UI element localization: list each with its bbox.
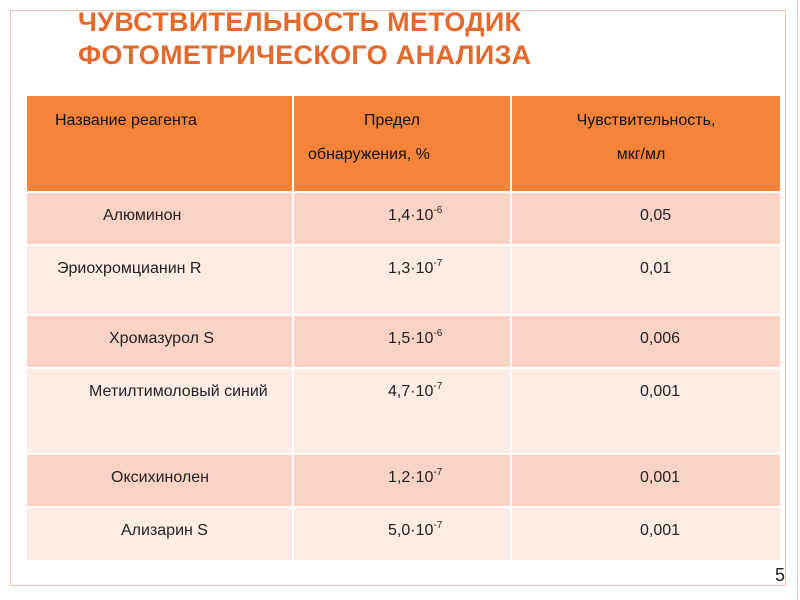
table-row [27, 192, 780, 245]
cell-detection-limit [293, 192, 511, 245]
header-sensitivity-line1: Чувствительность, [576, 112, 716, 129]
limit-mantissa: 1,5·10 [388, 330, 434, 347]
cell-reagent-name: Оксихинолен [27, 454, 293, 507]
header-detection-limit-line2: обнаружения, % [308, 146, 430, 163]
header-sensitivity-line2: мкг/мл [616, 146, 666, 163]
limit-exponent: -6 [433, 205, 443, 216]
limit-exponent: -6 [433, 328, 443, 339]
slide-title [78, 6, 718, 72]
table-row [27, 315, 780, 368]
table-row [27, 245, 780, 315]
table-row [27, 507, 780, 561]
cell-detection-limit [293, 507, 511, 561]
cell-sensitivity: 0,01 [511, 245, 780, 315]
cell-reagent-name: Алюминон [27, 192, 293, 245]
slide-border-right [797, 0, 798, 600]
header-sensitivity [511, 96, 780, 192]
cell-sensitivity: 0,05 [511, 192, 780, 245]
sensitivity-table [27, 96, 780, 562]
cell-sensitivity: 0,001 [511, 368, 780, 454]
cell-detection-limit [293, 315, 511, 368]
cell-detection-limit [293, 368, 511, 454]
limit-mantissa: 5,0·10 [388, 522, 434, 539]
cell-reagent-name: Ализарин S [27, 507, 293, 561]
cell-detection-limit [293, 245, 511, 315]
cell-reagent-name: Эриохромцианин R [27, 245, 293, 315]
limit-mantissa: 1,4·10 [388, 207, 434, 224]
title-line-2: ФОТОМЕТРИЧЕСКОГО АНАЛИЗА [78, 40, 532, 70]
cell-sensitivity: 0,006 [511, 315, 780, 368]
cell-sensitivity: 0,001 [511, 507, 780, 561]
table-body [27, 192, 780, 561]
page-number: 5 [775, 565, 786, 585]
limit-mantissa: 4,7·10 [388, 383, 434, 400]
header-reagent-name-text: Название реагента [55, 112, 197, 129]
header-reagent-name [27, 96, 293, 192]
header-detection-limit [293, 96, 511, 192]
limit-exponent: -7 [433, 520, 443, 531]
limit-exponent: -7 [433, 258, 443, 269]
table-row [27, 368, 780, 454]
limit-mantissa: 1,2·10 [388, 469, 434, 486]
limit-mantissa: 1,3·10 [388, 260, 434, 277]
limit-exponent: -7 [433, 467, 443, 478]
cell-detection-limit [293, 454, 511, 507]
cell-sensitivity: 0,001 [511, 454, 780, 507]
limit-exponent: -7 [433, 381, 443, 392]
cell-reagent-name: Метилтимоловый синий [27, 368, 293, 454]
cell-reagent-name: Хромазурол S [27, 315, 293, 368]
title-line-1: ЧУВСТВИТЕЛЬНОСТЬ МЕТОДИК [78, 7, 522, 37]
table-row [27, 454, 780, 507]
table-header-row [27, 96, 780, 192]
header-detection-limit-line1: Предел [364, 112, 420, 129]
